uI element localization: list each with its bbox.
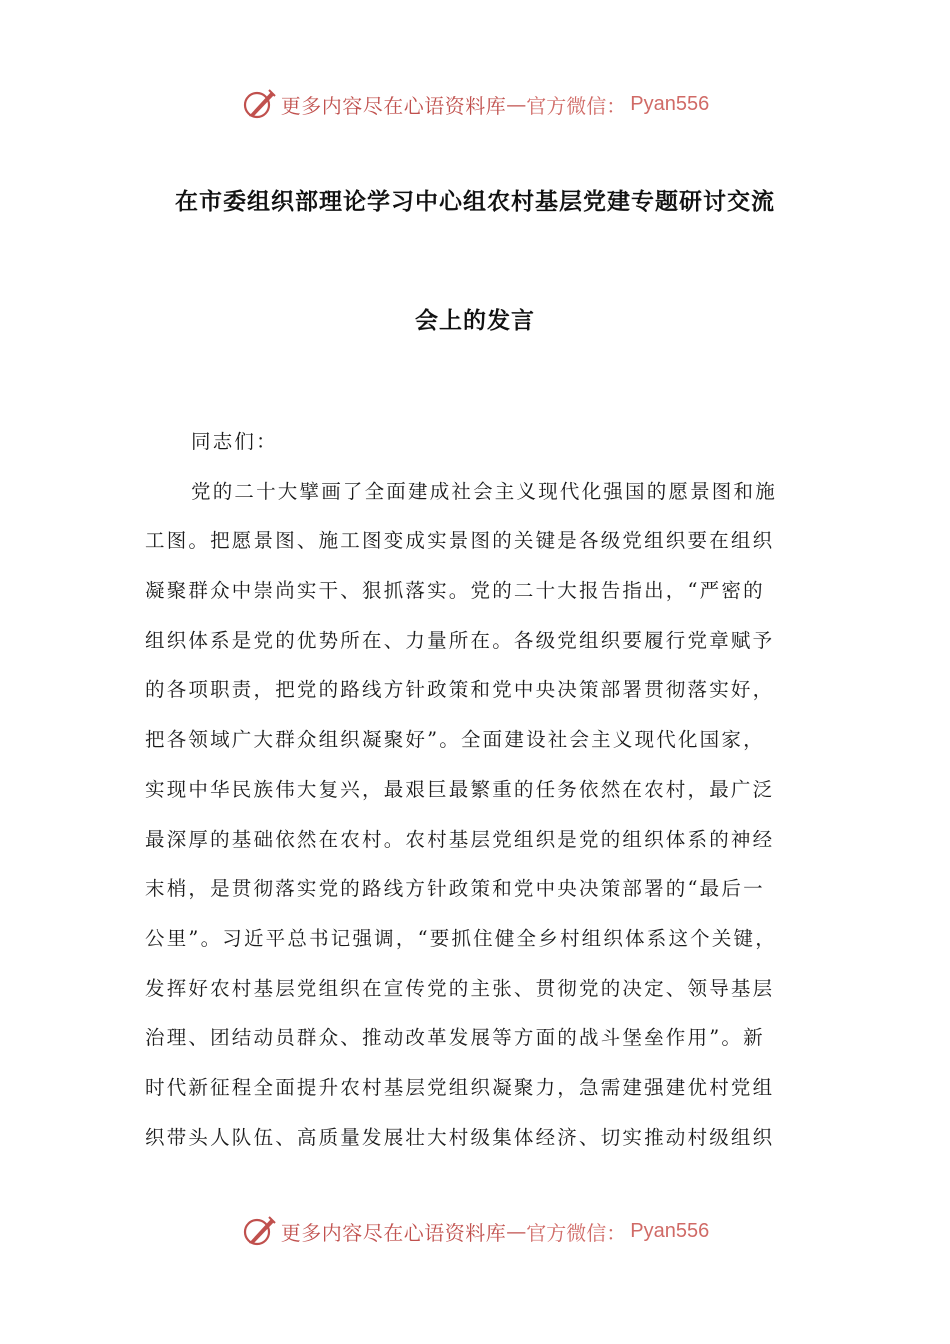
paragraph-line: 发挥好农村基层党组织在宣传党的主张、贯彻党的决定、领导基层 (145, 976, 775, 1000)
banner-slogan: 更多内容尽在心语资料库 (280, 1220, 507, 1245)
banner-contact-label: 官方微信： (526, 93, 627, 118)
paragraph-line: 最深厚的基础依然在农村。农村基层党组织是党的组织体系的神经 (145, 827, 775, 851)
salutation: 同志们： (191, 430, 278, 453)
paragraph-line: 把各领域广大群众组织凝聚好”。全面建设社会主义现代化国家， (145, 728, 765, 752)
document-title-line-2: 会上的发言 (415, 308, 535, 334)
banner-contact-id: Pyan556 (630, 1219, 710, 1242)
paragraph-line: 工图。把愿景图、施工图变成实景图的关键是各级党组织要在组织 (145, 529, 775, 553)
paragraph-line: 治理、团结动员群众、推动改革发展等方面的战斗堡垒作用”。新 (145, 1026, 765, 1050)
document-title-line-1: 在市委组织部理论学习中心组农村基层党建专题研讨交流 (175, 189, 775, 215)
banner-slogan: 更多内容尽在心语资料库 (280, 93, 507, 118)
paragraph-line: 组织体系是党的优势所在、力量所在。各级党组织要履行党章赋予 (145, 628, 775, 652)
paragraph-line: 织带头人队伍、高质量发展壮大村级集体经济、切实推动村级组织 (145, 1125, 775, 1149)
paragraph-line: 时代新征程全面提升农村基层党组织凝聚力，急需建强建优村党组 (145, 1075, 775, 1099)
paragraph-line: 党的二十大擘画了全面建成社会主义现代化强国的愿景图和施 (191, 479, 777, 503)
quill-logo-icon (241, 1213, 277, 1249)
paragraph-line: 的各项职责，把党的路线方针政策和党中央决策部署贯彻落实好， (145, 678, 775, 702)
banner-contact-id: Pyan556 (630, 92, 710, 115)
document-body (145, 417, 805, 1162)
banner-separator: — (506, 92, 527, 116)
paragraph-line: 末梢，是贯彻落实党的路线方针政策和党中央决策部署的“最后一 (145, 877, 765, 901)
paragraph-line: 实现中华民族伟大复兴，最艰巨最繁重的任务依然在农村，最广泛 (145, 777, 775, 801)
paragraph-line: 公里”。习近平总书记强调，“要抓住健全乡村组织体系这个关键， (145, 926, 777, 950)
banner-separator: — (506, 1219, 527, 1243)
paragraph-line: 凝聚群众中崇尚实干、狠抓落实。党的二十大报告指出，“严密的 (145, 579, 765, 603)
header-banner (0, 84, 950, 124)
footer-banner (0, 1211, 950, 1251)
quill-logo-icon (241, 86, 277, 122)
banner-contact-label: 官方微信： (526, 1220, 627, 1245)
